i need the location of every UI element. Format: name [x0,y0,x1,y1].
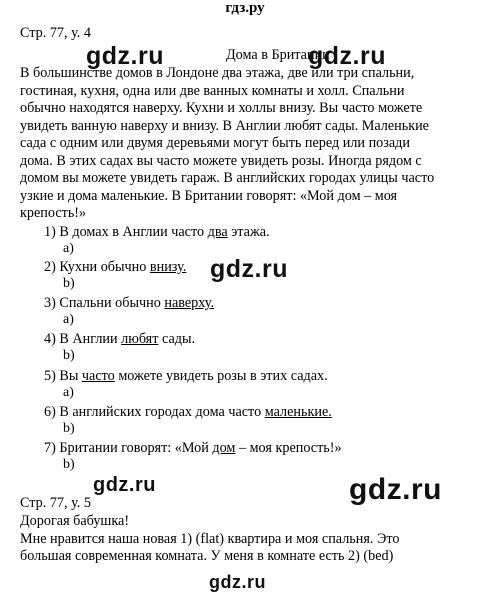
item-number: 7) [44,440,56,456]
watermark: gdz.ru [308,42,386,70]
text-line: узкие и дома маленькие. В Британии говорят: «Мой дом – моя [20,188,398,204]
watermark: gdz.ru [209,572,266,592]
watermark: gdz.ru [210,255,288,283]
item-underlined: дом [212,440,236,456]
exercise-4-ref: Стр. 77, у. 4 [20,25,91,41]
item-answer: b) [63,276,75,291]
item-underlined: маленькие. [264,404,332,420]
item-underlined: внизу. [149,259,187,275]
item-text-end: сады. [158,331,196,347]
watermark: gdz.ru [86,42,164,70]
list-item [44,294,214,312]
item-answer: b) [63,421,75,436]
text-line: В большинстве домов в Лондоне два этажа, две или три спальни, [20,65,415,81]
item-number: 5) [44,368,56,384]
text-line: увидеть ванную наверху и внизу. В Англии любят сады. Маленькие [20,118,429,134]
item-text-end: этажа. [227,224,270,240]
text-line: Мне нравится наша новая 1) (flat) квартира и моя спальня. Это [20,531,400,547]
item-answer: b) [63,457,75,472]
item-text: Вы [59,368,82,384]
item-text: Спальни обычно [59,295,165,311]
item-text: В английских городах дома часто [59,404,265,420]
exercise-5-greeting: Дорогая бабушка! [20,513,130,529]
item-number: 1) [44,224,56,240]
site-header: гдз.ру [225,0,265,16]
exercise-4-title: Дома в Британии [226,47,330,63]
item-number: 4) [44,331,56,347]
watermark: gdz.ru [93,474,156,496]
item-underlined: наверху. [164,295,215,311]
list-item [44,367,328,385]
text-line: гостиная, кухня, одна или две ванных комнаты и холл. Спальни [20,83,405,99]
text-line: домом вы можете увидеть гараж. В английских городах улицы часто [20,170,435,186]
item-number: 3) [44,295,56,311]
list-item [44,223,270,241]
item-number: 2) [44,259,56,275]
item-answer: b) [63,348,75,363]
item-number: 6) [44,404,56,420]
text-line: обычно находятся наверху. Кухни и холлы внизу. Вы часто можете [20,100,423,116]
list-item [44,403,332,421]
item-text-end: можете увидеть розы в этих садах. [114,368,328,384]
watermark: gdz.ru [349,473,442,506]
text-line: большая современная комната. У меня в комнате есть 2) (bed) [20,548,394,564]
item-underlined: часто [81,368,115,384]
item-underlined: два [207,224,228,240]
item-underlined: любят [121,331,159,347]
item-answer: a) [63,312,74,327]
list-item [44,439,342,457]
list-item [44,330,195,348]
item-text: Кухни обычно [59,259,150,275]
item-answer: a) [63,385,74,400]
item-text: В домах в Англии часто [59,224,208,240]
item-text: Британии говорят: «Мой [59,440,213,456]
list-item [44,258,186,276]
exercise-5-ref: Стр. 77, у. 5 [20,495,91,511]
item-text-end: – моя крепость!» [235,440,342,456]
text-line: крепость!» [20,205,87,221]
text-line: дома. В этих садах вы часто можете увидеть розы. Иногда рядом с [20,153,422,169]
item-text: В Англии [59,331,122,347]
text-line: сада с одним или двумя деревьями могут быть перед или позади [20,135,410,151]
item-answer: a) [63,241,74,256]
